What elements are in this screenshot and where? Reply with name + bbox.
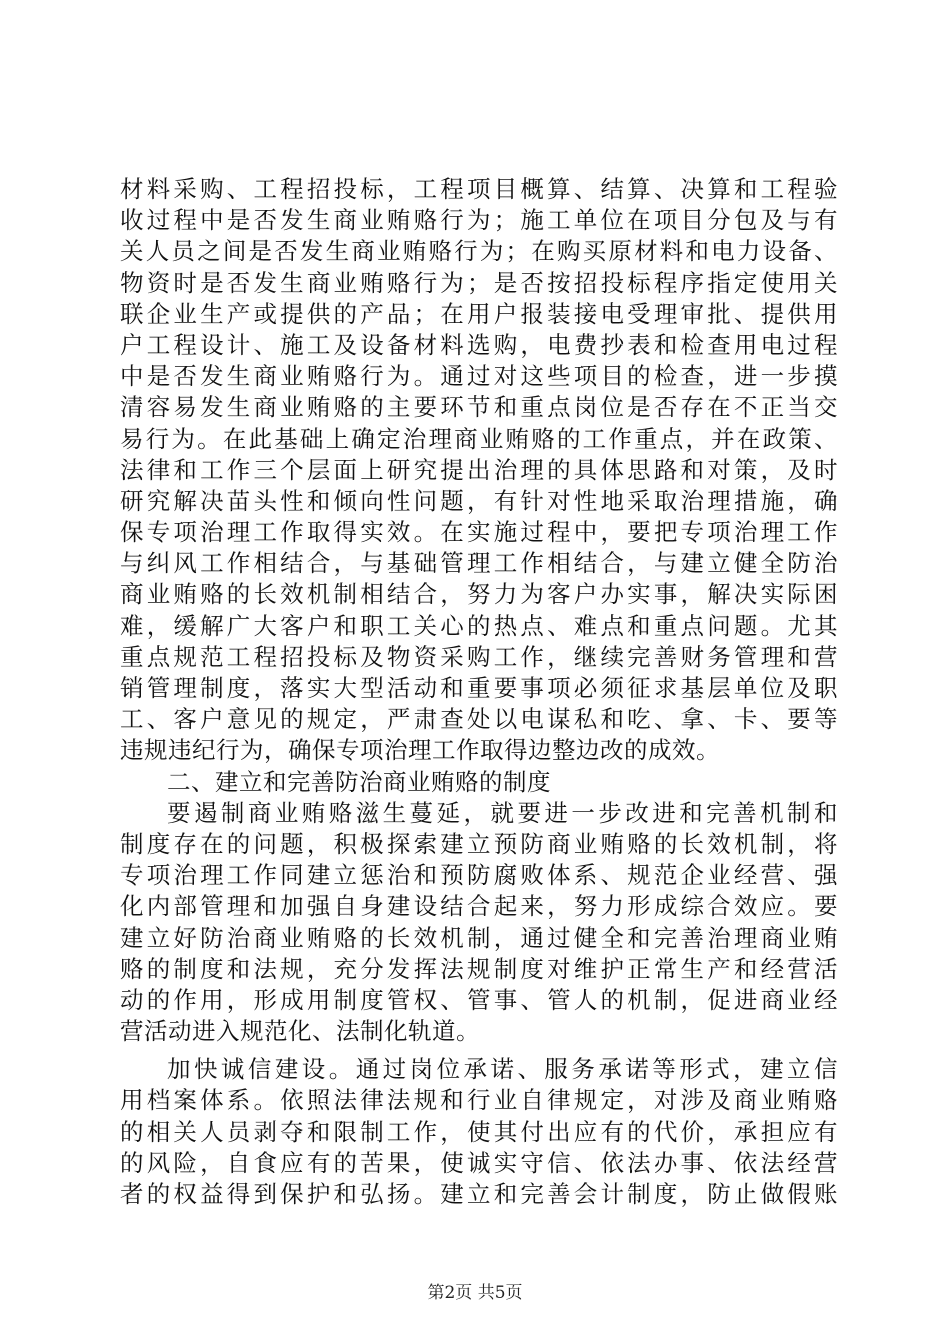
text-line: 营活动进入规范化、法制化轨道。 <box>120 1017 480 1046</box>
text-line: 材料采购、工程招投标，工程项目概算、结算、决算和工程验 <box>120 175 838 203</box>
text-line: 收过程中是否发生商业贿赂行为；施工单位在项目分包及与有 <box>120 206 838 235</box>
text-line: 建立好防治商业贿赂的长效机制，通过健全和完善治理商业贿 <box>120 923 838 952</box>
text-line: 者的权益得到保护和弘扬。建立和完善会计制度，防止做假账 <box>120 1180 838 1208</box>
text-line: 研究解决苗头性和倾向性问题，有针对性地采取治理措施，确 <box>120 486 838 515</box>
text-line: 重点规范工程招投标及物资采购工作，继续完善财务管理和营 <box>120 642 838 671</box>
text-line: 赂的制度和法规，充分发挥法规制度对维护正常生产和经营活 <box>120 954 838 983</box>
text-line: 法律和工作三个层面上研究提出治理的具体思路和对策，及时 <box>120 455 838 484</box>
text-line: 保专项治理工作取得实效。在实施过程中，要把专项治理工作 <box>120 518 838 547</box>
text-line: 户工程设计、施工及设备材料选购，电费抄表和检查用电过程 <box>120 330 838 359</box>
text-line: 工、客户意见的规定，严肃查处以电谋私和吃、拿、卡、要等 <box>120 705 838 734</box>
text-line: 商业贿赂的长效机制相结合，努力为客户办实事，解决实际困 <box>120 580 838 609</box>
document-body <box>120 174 838 1210</box>
text-line: 易行为。在此基础上确定治理商业贿赂的工作重点，并在政策、 <box>120 424 838 453</box>
text-line: 清容易发生商业贿赂的主要环节和重点岗位是否存在不正当交 <box>120 393 838 422</box>
page-number-footer: 第2页 共5页 <box>427 1283 523 1303</box>
text-line: 中是否发生商业贿赂行为。通过对这些项目的检查，进一步摸 <box>120 362 838 391</box>
text-line: 制度存在的问题，积极探索建立预防商业贿赂的长效机制，将 <box>120 829 838 858</box>
text-line: 关人员之间是否发生商业贿赂行为；在购买原材料和电力设备、 <box>120 237 838 266</box>
text-line: 化内部管理和加强自身建设结合起来，努力形成综合效应。要 <box>120 892 838 921</box>
paragraph-block-3 <box>120 1054 838 1210</box>
text-line: 动的作用，形成用制度管权、管事、管人的机制，促进商业经 <box>120 985 838 1014</box>
text-line: 用档案体系。依照法律法规和行业自律规定，对涉及商业贿赂 <box>120 1086 838 1115</box>
text-line: 的风险，自食应有的苦果，使诚实守信、依法办事、依法经营 <box>120 1148 838 1177</box>
text-line: 加快诚信建设。通过岗位承诺、服务承诺等形式，建立信 <box>167 1055 838 1084</box>
text-line: 销管理制度，落实大型活动和重要事项必须征求基层单位及职 <box>120 674 838 702</box>
section-heading: 二、建立和完善防治商业贿赂的制度 <box>167 767 551 796</box>
text-line: 与纠风工作相结合，与基础管理工作相结合，与建立健全防治 <box>120 549 838 578</box>
text-line: 专项治理工作同建立惩治和预防腐败体系、规范企业经营、强 <box>120 861 838 890</box>
text-line: 的相关人员剥夺和限制工作，使其付出应有的代价，承担应有 <box>120 1117 838 1146</box>
text-line: 违规违纪行为，确保专项治理工作取得边整边改的成效。 <box>120 736 720 765</box>
paragraph-block-2 <box>120 798 838 1048</box>
paragraph-gap <box>120 1047 838 1054</box>
paragraph-block-1 <box>120 174 838 767</box>
text-line: 物资时是否发生商业贿赂行为；是否按招投标程序指定使用关 <box>120 268 838 297</box>
text-line: 难，缓解广大客户和职工关心的热点、难点和重点问题。尤其 <box>120 611 838 640</box>
text-line: 联企业生产或提供的产品；在用户报装接电受理审批、提供用 <box>120 299 838 328</box>
text-line: 要遏制商业贿赂滋生蔓延，就要进一步改进和完善机制和 <box>167 798 838 827</box>
